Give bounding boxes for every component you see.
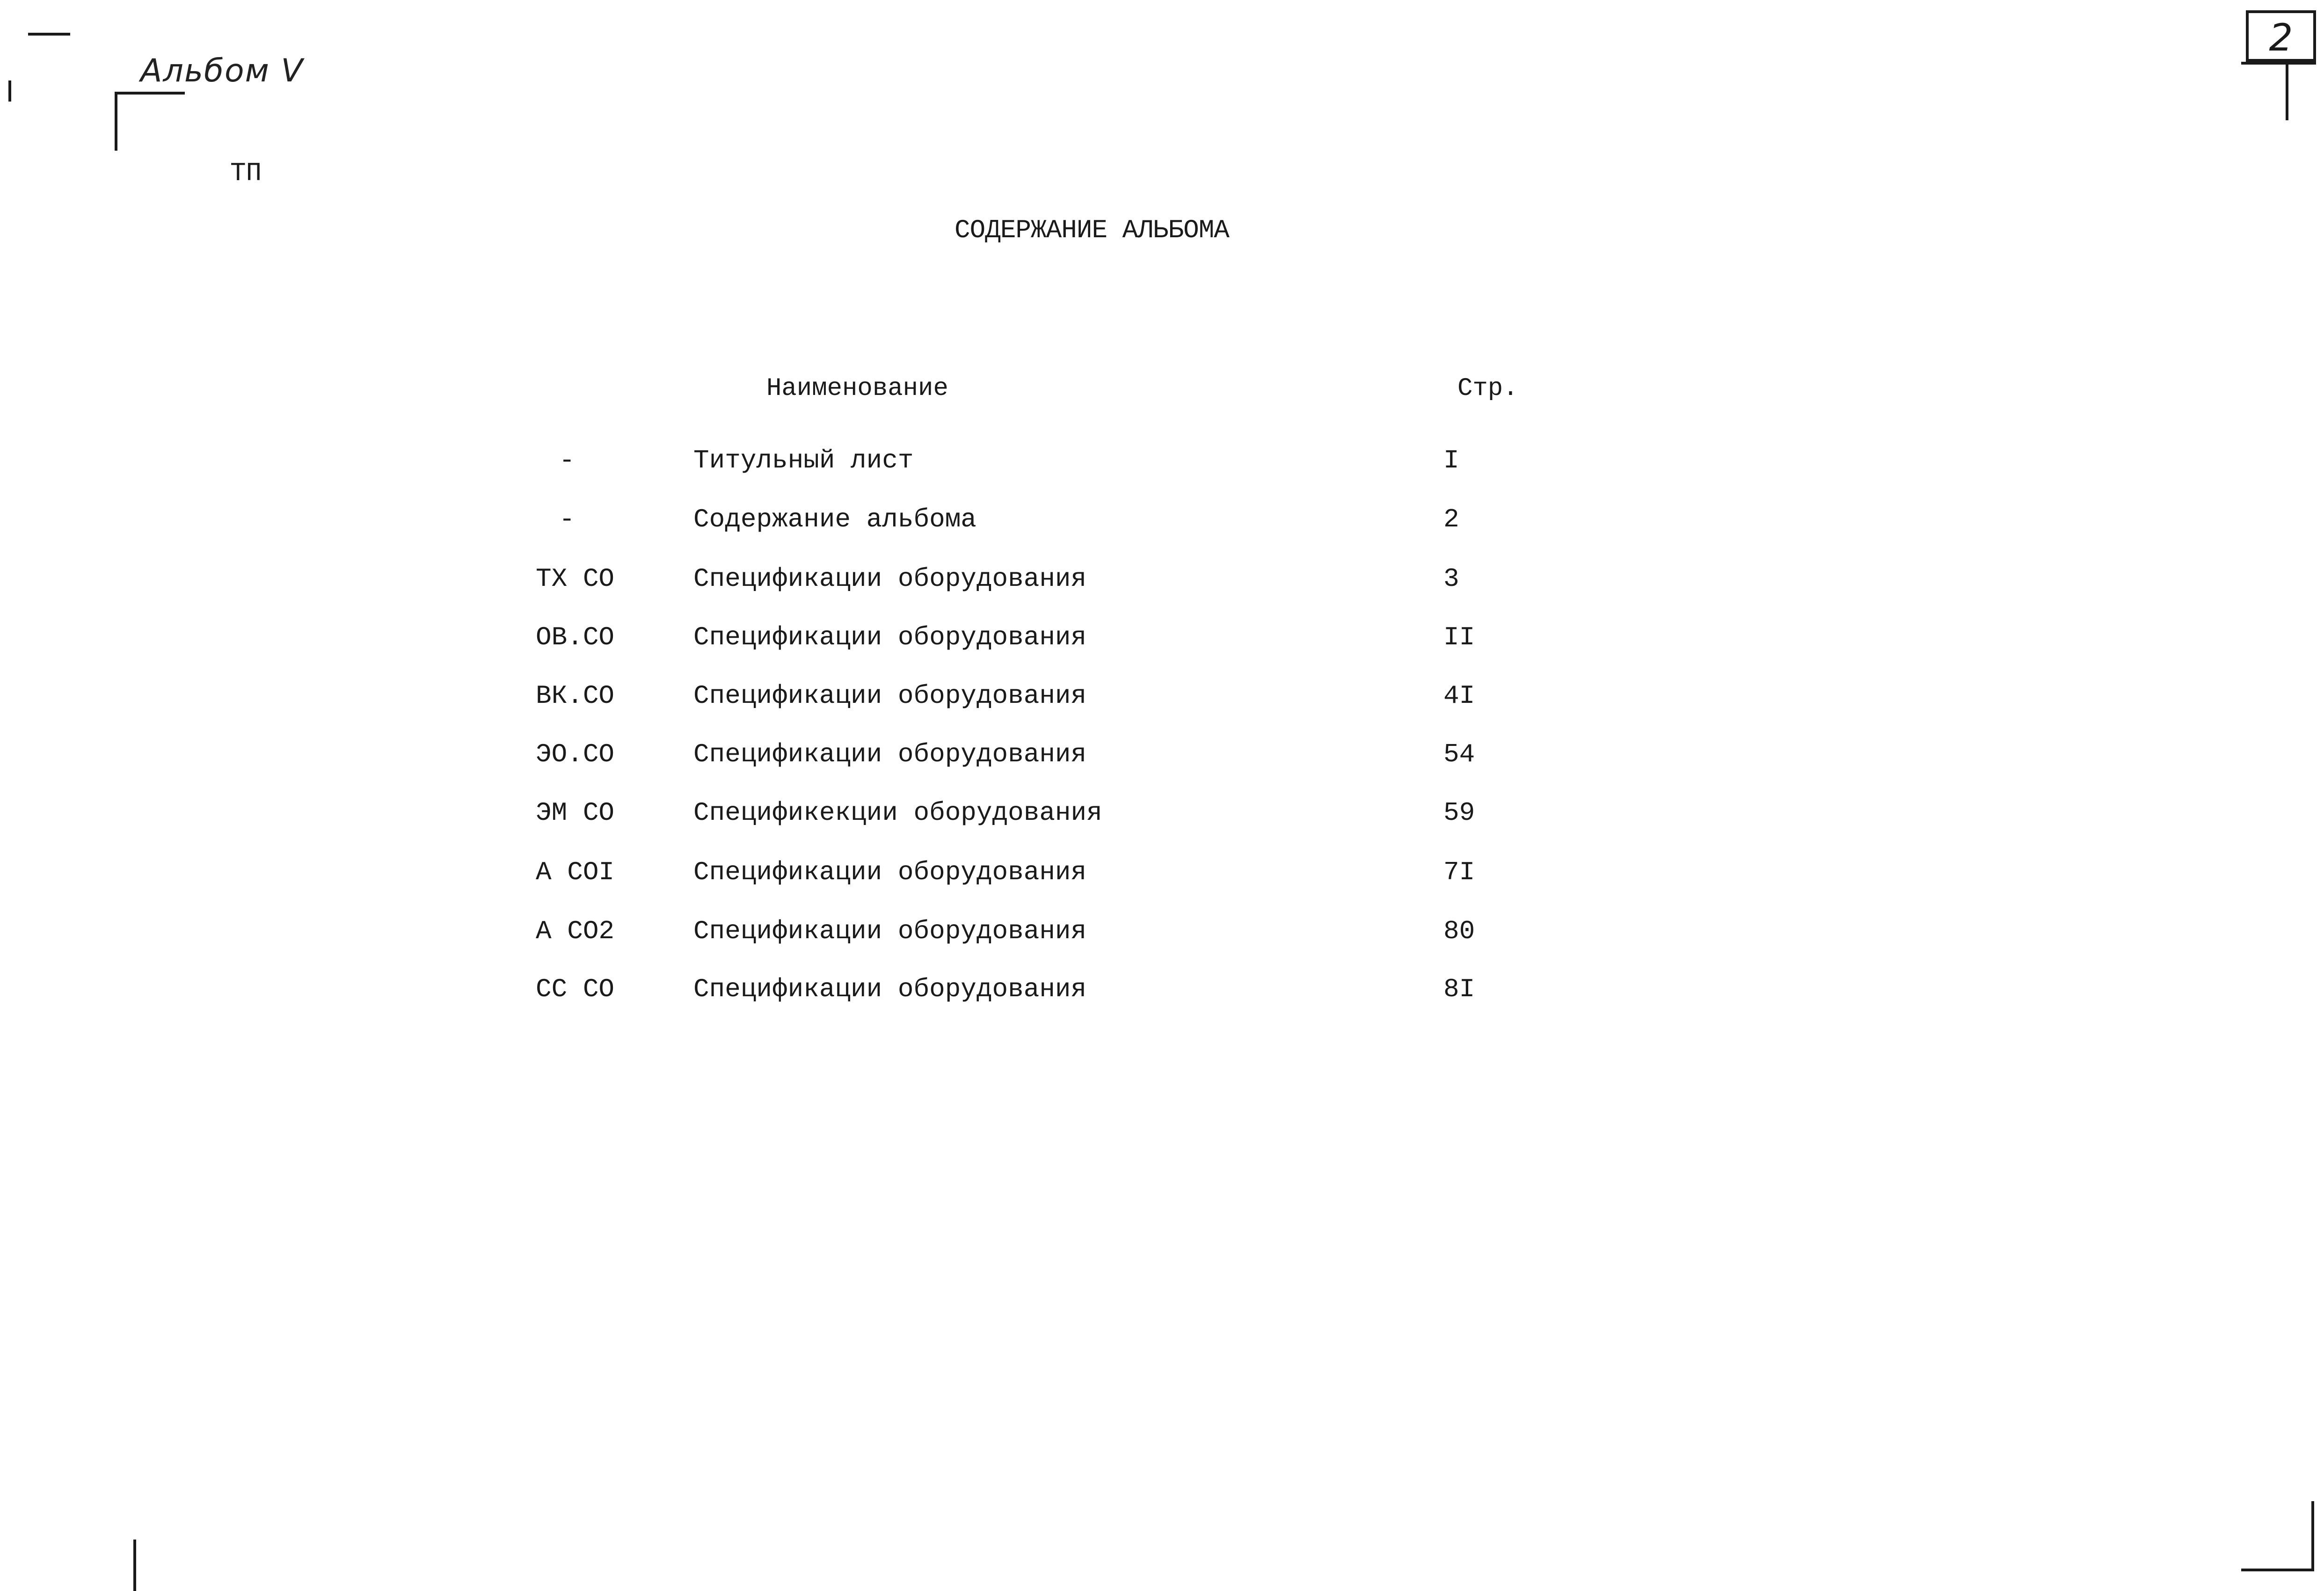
frame-corner-top-right-v bbox=[2286, 62, 2288, 120]
table-row-page: 59 bbox=[1443, 798, 1475, 828]
table-row-code: А СОI bbox=[536, 857, 615, 887]
table-row-name: Спецификации оборудования bbox=[693, 916, 1087, 946]
table-row-page: 2 bbox=[1443, 504, 1459, 534]
table-row-page: II bbox=[1443, 622, 1475, 652]
table-row-page: 4I bbox=[1443, 681, 1475, 711]
table-row-name: Спецификекции оборудования bbox=[693, 798, 1102, 828]
table-row-page: 8I bbox=[1443, 974, 1475, 1004]
table-row-name: Содержание альбома bbox=[693, 504, 976, 534]
table-row-code: - bbox=[559, 504, 575, 534]
frame-corner-bottom-right-h bbox=[2241, 1569, 2314, 1571]
table-row-code: ЭО.СО bbox=[536, 739, 615, 769]
album-label: Альбом Ⅴ bbox=[140, 52, 304, 89]
frame-corner-bottom-right-v bbox=[2311, 1501, 2314, 1571]
table-row-code: ОВ.СО bbox=[536, 622, 615, 652]
frame-corner-top-left-v bbox=[115, 92, 117, 151]
table-row-page: I bbox=[1443, 445, 1459, 475]
table-row-code: А СО2 bbox=[536, 916, 615, 946]
corner-mark-left-tick bbox=[8, 80, 11, 102]
table-row-page: 54 bbox=[1443, 739, 1475, 769]
table-row-code: ЭМ СО bbox=[536, 798, 615, 828]
table-row-code: ВК.СО bbox=[536, 681, 615, 711]
column-page-header: Стр. bbox=[1457, 374, 1518, 403]
table-row-name: Спецификации оборудования bbox=[693, 681, 1087, 711]
frame-corner-bottom-left-v bbox=[133, 1540, 136, 1591]
table-row-name: Спецификации оборудования bbox=[693, 857, 1087, 887]
table-row-page: 7I bbox=[1443, 857, 1475, 887]
table-row-name: Спецификации оборудования bbox=[693, 739, 1087, 769]
table-row-name: Спецификации оборудования bbox=[693, 564, 1087, 594]
table-row-name: Спецификации оборудования bbox=[693, 622, 1087, 652]
tp-label: ТП bbox=[230, 158, 262, 188]
table-row-code: СС СО bbox=[536, 974, 615, 1004]
table-row-page: 80 bbox=[1443, 916, 1475, 946]
column-name-header: Наименование bbox=[766, 374, 948, 403]
table-row-name: Спецификации оборудования bbox=[693, 974, 1087, 1004]
table-row-code: - bbox=[559, 445, 575, 475]
page-number-box: 2 bbox=[2246, 10, 2316, 62]
frame-corner-top-left-h bbox=[115, 92, 185, 95]
table-row-page: 3 bbox=[1443, 564, 1459, 594]
corner-mark-top-left-dash bbox=[28, 33, 70, 36]
table-row-name: Титульный лист bbox=[693, 445, 914, 475]
table-row-code: ТХ СО bbox=[536, 564, 615, 594]
document-title: СОДЕРЖАНИЕ АЛЬБОМА bbox=[954, 215, 1229, 245]
